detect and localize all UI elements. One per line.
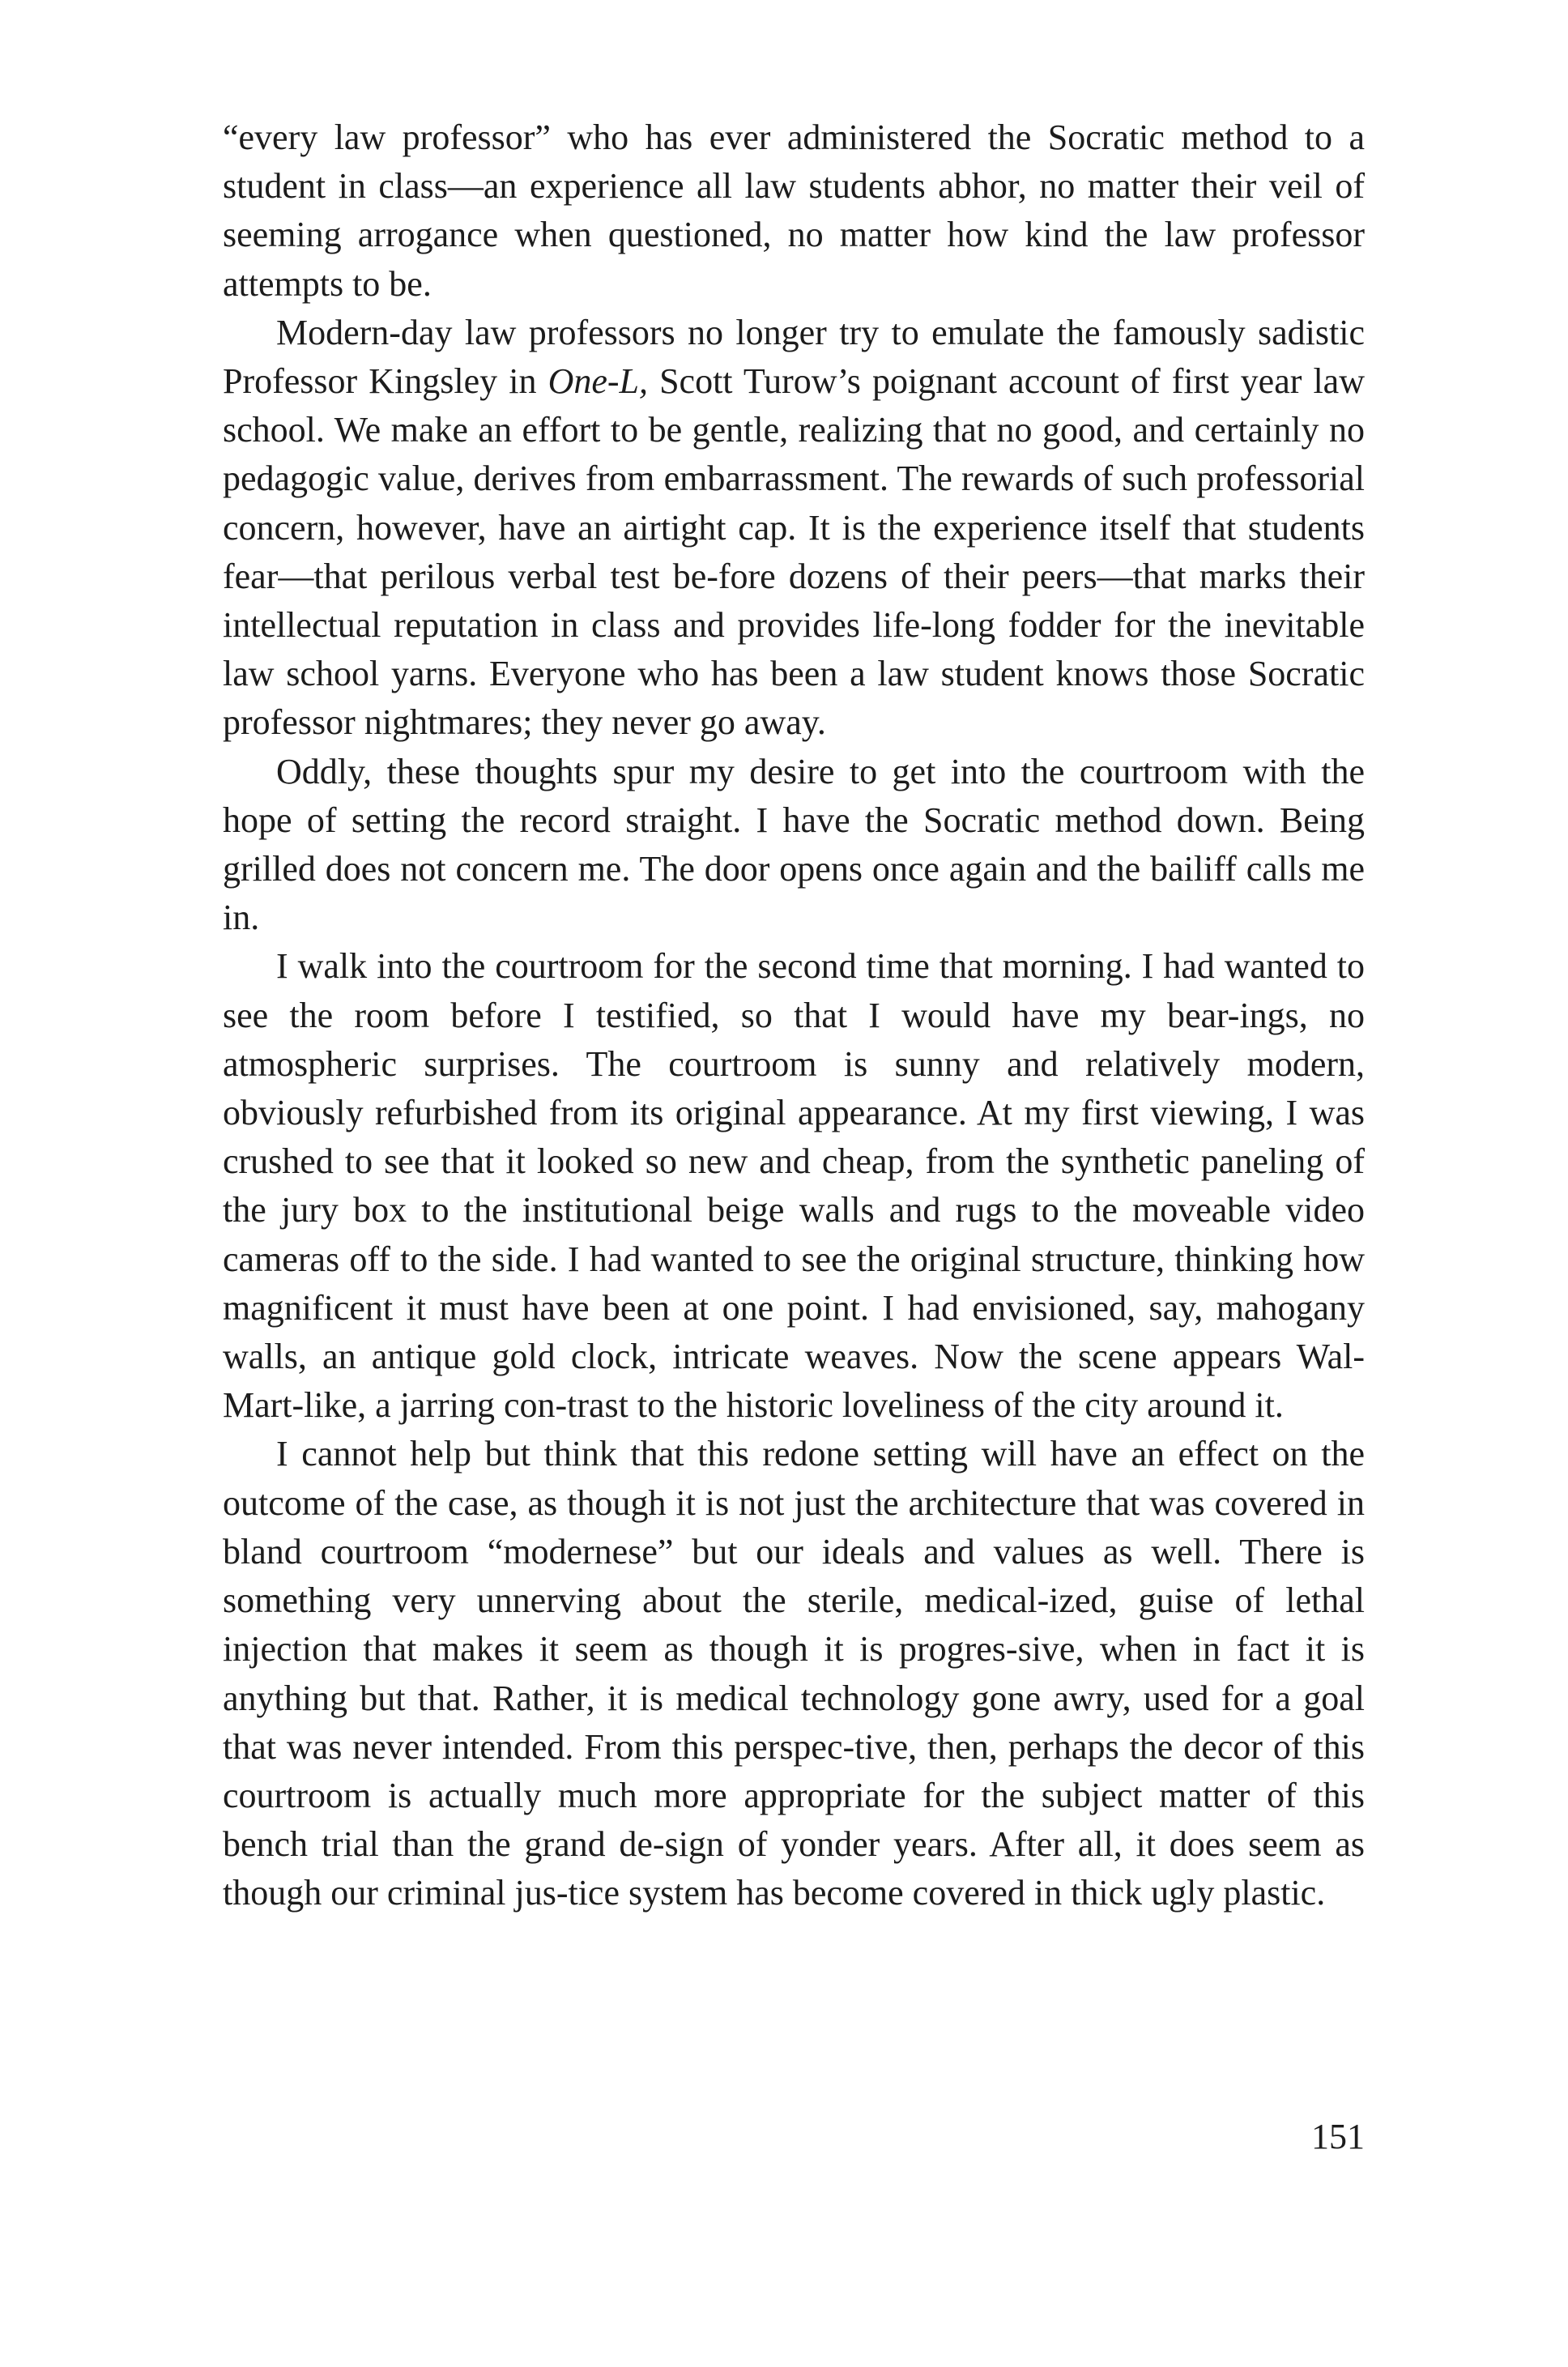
paragraph-continuation: “every law professor” who has ever administered the Socratic method to a student in class—an experience all law students abhor, no matter their veil of seeming arrogance when questioned, no matter how kind the law professor attempts to be. [223, 117, 1365, 304]
paragraph-modern-day-law-professors [223, 309, 1365, 748]
body-text [223, 113, 1365, 1918]
book-title-one-l: One-L, [548, 361, 648, 402]
paragraph-text-before-title: Modern-day law professors no longer try to emulate the famously sadistic Professor Kingsley in [223, 312, 1365, 402]
paragraph-courtroom-walk: I walk into the courtroom for the second time that morning. I had wanted to see the room before I testified, so that I would have my bear-ings, no atmospheric surprises. The courtroom is sunny and relatively modern, obviously refurbished from its original appearance. At my first viewing, I was crushed to see that it looked so new and cheap, from the synthetic paneling of the jury box to the institutional beige walls and rugs to the moveable video cameras off to the side. I had wanted to see the original structure, thinking how magnificent it must have been at one point. I had envisioned, say, mahogany walls, an antique gold clock, intricate weaves. Now the scene appears Wal-Mart-like, a jarring con-trast to the historic loveliness of the city around it. [223, 946, 1365, 1426]
paragraph-text-after-title: Scott Turow’s poignant account of first year law school. We make an effort to be gentle, realizing that no good, and certainly no pedagogic value, derives from embarrassment. The rewards of such professorial concern, however, have an airtight cap. It is the experience itself that students fear—that perilous verbal test be-fore dozens of their peers—that marks their intellectual reputation in class and provides life-long fodder for the inevitable law school yarns. Everyone who has been a law student knows those Socratic professor nightmares; they never go away. [223, 361, 1365, 743]
paragraph-oddly: Oddly, these thoughts spur my desire to get into the courtroom with the hope of setting the record straight. I have the Socratic method down. Being grilled does not concern me. The door opens once again and the bailiff calls me in. [223, 751, 1365, 938]
paragraph-redone-setting: I cannot help but think that this redone setting will have an effect on the outcome of the case, as though it is not just the architecture that was covered in bland courtroom “modernese” but our ideals and values as well. There is something very unnerving about the sterile, medical-ized, guise of lethal injection that makes it seem as though it is progres-sive, when in fact it is anything but that. Rather, it is medical technology gone awry, used for a goal that was never intended. From this perspec-tive, then, perhaps the decor of this courtroom is actually much more appropriate for the subject matter of this bench trial than the grand de-sign of yonder years. After all, it does seem as though our criminal jus-tice system has become covered in thick ugly plastic. [223, 1434, 1365, 1913]
page-number: 151 [1311, 2117, 1365, 2156]
